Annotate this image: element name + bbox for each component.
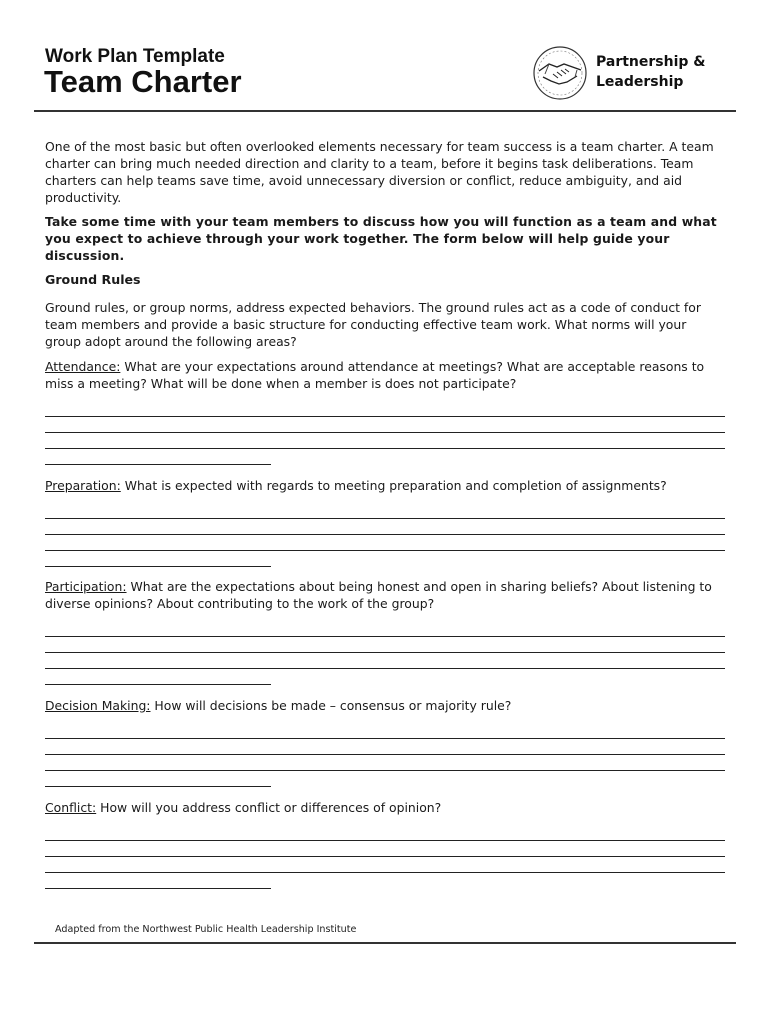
brand-name: [596, 52, 706, 92]
answer-line[interactable]: [45, 754, 725, 755]
question-text: How will decisions be made – consensus or majority rule?: [150, 698, 512, 713]
question-decision-making: [45, 697, 730, 714]
footer-divider: [34, 942, 736, 944]
footer-credit: Adapted from the Northwest Public Health Leadership Institute: [55, 924, 357, 935]
question-text: How will you address conflict or differences of opinion?: [96, 800, 442, 815]
answer-line[interactable]: [45, 636, 725, 637]
question-label: Participation:: [45, 579, 127, 594]
answer-line[interactable]: [45, 534, 725, 535]
question-text: What are the expectations about being honest and open in sharing beliefs? About listening to diverse opinions? About contributing to the work of the group?: [45, 579, 712, 611]
answer-line[interactable]: [45, 550, 725, 551]
answer-line[interactable]: [45, 448, 725, 449]
page-header: [34, 40, 736, 112]
question-attendance: [45, 358, 730, 392]
answer-line[interactable]: [45, 786, 271, 787]
answer-line[interactable]: [45, 840, 725, 841]
answer-line[interactable]: [45, 856, 725, 857]
answer-line[interactable]: [45, 770, 725, 771]
question-text: What are your expectations around attendance at meetings? What are acceptable reasons to miss a meeting? What will be done when a member is does not participate?: [45, 359, 705, 391]
intro-paragraph: One of the most basic but often overlooked elements necessary for team success is a team charter. A team charter can bring much needed direction and clarity to a team, before it begins task deliberations. Team charters can help teams save time, avoid unnecessary diversion or conflict, reduce ambiguity, and aid productivity.: [45, 139, 714, 205]
answer-line[interactable]: [45, 684, 271, 685]
handshake-icon: [531, 44, 589, 102]
question-label: Conflict:: [45, 800, 97, 815]
answer-line[interactable]: [45, 888, 271, 889]
instruction-paragraph: Take some time with your team members to discuss how you will function as a team and what you expect to achieve through your work together. The form below will help guide your discussion.: [45, 214, 717, 263]
brand-line-2: Leadership: [596, 74, 684, 90]
ground-rules-description: Ground rules, or group norms, address expected behaviors. The ground rules act as a code of conduct for team members and provide a basic structure for conducting effective team work. What norms will your group adopt around the following areas?: [45, 300, 701, 349]
section-heading-ground-rules: Ground Rules: [45, 272, 141, 287]
page-title: Team Charter: [44, 64, 242, 99]
answer-line[interactable]: [45, 416, 725, 417]
question-label: Decision Making:: [45, 698, 151, 713]
document-subtitle: Work Plan Template: [45, 46, 225, 67]
answer-line[interactable]: [45, 738, 725, 739]
question-conflict: [45, 799, 730, 816]
answer-line[interactable]: [45, 432, 725, 433]
answer-line[interactable]: [45, 652, 725, 653]
answer-line[interactable]: [45, 518, 725, 519]
answer-line[interactable]: [45, 464, 271, 465]
answer-line[interactable]: [45, 566, 271, 567]
question-label: Attendance:: [45, 359, 121, 374]
answer-line[interactable]: [45, 872, 725, 873]
answer-line[interactable]: [45, 668, 725, 669]
question-preparation: [45, 477, 730, 494]
brand-line-1: Partnership &: [596, 54, 706, 70]
question-text: What is expected with regards to meeting preparation and completion of assignments?: [120, 478, 667, 493]
question-label: Preparation:: [45, 478, 121, 493]
question-participation: [45, 578, 730, 612]
